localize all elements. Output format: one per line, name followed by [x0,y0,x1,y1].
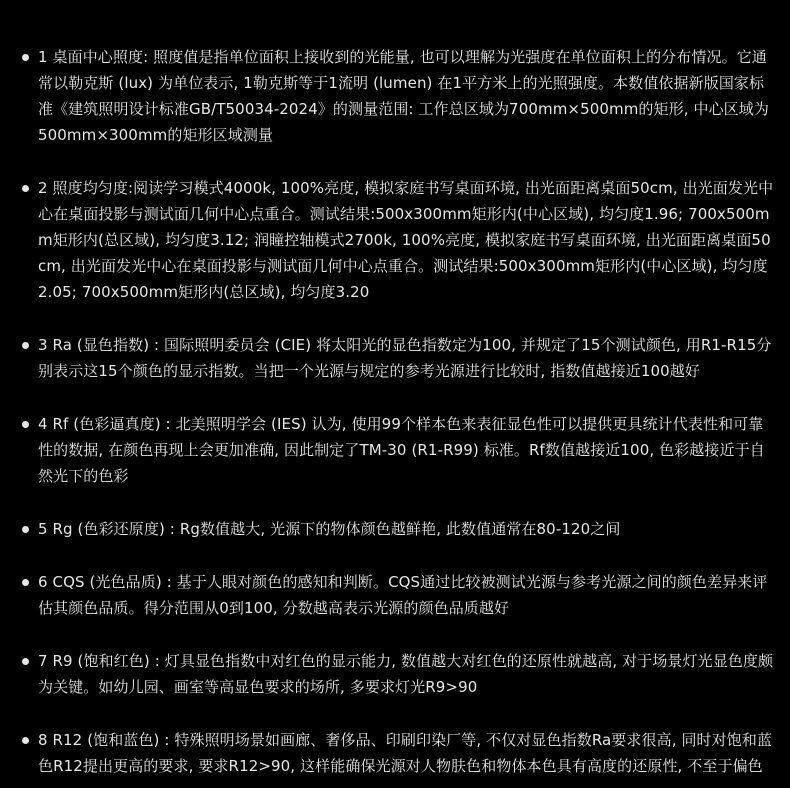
bullet-icon [22,54,29,61]
bullet-icon [22,421,29,428]
note-item-r9 [0,648,790,700]
bullet-icon [22,658,29,665]
bullet-icon [22,526,29,533]
note-item-uniformity [0,175,790,305]
note-item-rg [0,516,790,542]
note-text: 1 桌面中心照度: 照度值是指单位面积上接收到的光能量, 也可以理解为光强度在单位面积上的分布情况。它通常以勒克斯 (lux) 为单位表示, 1勒克斯等于1流明 (lumen) 在1平方米上的光照强度。本数值依据新版国家标准《建筑照明设计标准GB/T50034-2024》的测量范围: 工作总区域为700mm×500mm的矩形, 中心区域为500mm×300mm的矩形区域测量 [38,48,769,144]
note-text: 4 Rf (色彩逼真度) : 北美照明学会 (IES) 认为, 使用99个样本色来表征显色性可以提供更具统计代表性和可靠性的数据, 在颜色再现上会更加准确, 因此制定了TM-30 (R1-R99) 标准。Rf数值越接近100, 色彩越接近于自然光下的色彩 [38,415,765,485]
bullet-icon [22,579,29,586]
note-text: 7 R9 (饱和红色) : 灯具显色指数中对红色的显示能力, 数值越大对红色的还原性就越高, 对于场景灯光显色度颇为关键。如幼儿园、画室等高显色要求的场所, 多要求灯光R9>90 [38,652,774,696]
note-text: 3 Ra (显色指数) : 国际照明委员会 (CIE) 将太阳光的显色指数定为100, 并规定了15个测试颜色, 用R1-R15分别表示这15个颜色的显示指数。当把一个光源与规定的参考光源进行比较时, 指数值越接近100越好 [38,336,772,380]
note-text: 5 Rg (色彩还原度) : Rg数值越大, 光源下的物体颜色越鲜艳, 此数值通常在80-120之间 [38,520,621,538]
note-item-r12 [0,727,790,779]
bullet-icon [22,737,29,744]
note-item-illuminance [0,44,790,148]
note-item-rf [0,411,790,489]
bullet-icon [22,342,29,349]
bullet-icon [22,185,29,192]
note-text: 8 R12 (饱和蓝色) : 特殊照明场景如画廊、奢侈品、印刷印染厂等, 不仅对显色指数Ra要求很高, 同时对饱和蓝色R12提出更高的要求, 要求R12>90, 这样能确保光源对人物肤色和物体本色具有高度的还原性, 不至于偏色 [38,731,773,775]
note-item-cqs [0,569,790,621]
note-item-ra [0,332,790,384]
note-text: 2 照度均匀度:阅读学习模式4000k, 100%亮度, 模拟家庭书写桌面环境, 出光面距离桌面50cm, 出光面发光中心在桌面投影与测试面几何中心点重合。测试结果:500x300mm矩形内(中心区域), 均匀度1.96; 700x500mm矩形内(总区域), 均匀度3.12; 润瞳控轴模式2700k, 100%亮度, 模拟家庭书写桌面环境, 出光面距离桌面50cm, 出光面发光中心在桌面投影与测试面几何中心点重合。测试结果:500x300mm矩形内(中心区域), 均匀度2.05; 700x500mm矩形内(总区域), 均匀度3.20 [38,179,774,301]
note-text: 6 CQS (光色品质) : 基于人眼对颜色的感知和判断。CQS通过比较被测试光源与参考光源之间的颜色差异来评估其颜色品质。得分范围从0到100, 分数越高表示光源的颜色品质越好 [38,573,768,617]
